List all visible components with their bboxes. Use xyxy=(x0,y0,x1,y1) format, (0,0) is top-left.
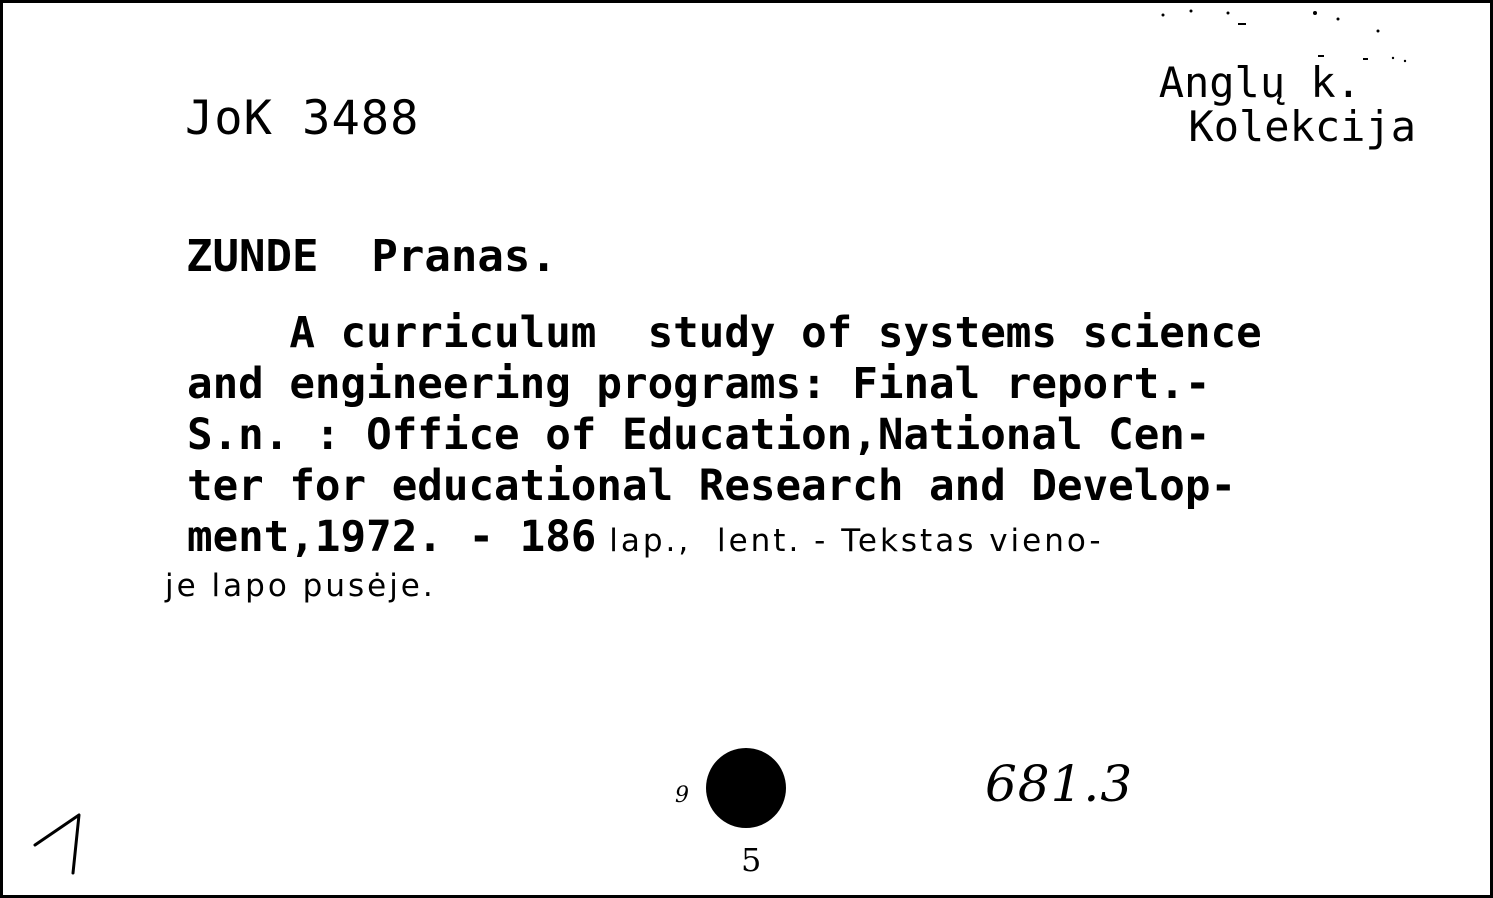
description-line: je lapo pusėje. xyxy=(165,568,436,604)
description-line xyxy=(187,512,1477,567)
handwritten-index xyxy=(33,803,113,883)
author-heading: ZUNDE Pranas. xyxy=(186,231,557,282)
bibliographic-description xyxy=(187,308,1477,567)
handwritten-note: 5 xyxy=(741,841,762,879)
description-line-part: ment,1972. - 186 xyxy=(187,513,597,562)
call-number: JoK 3488 xyxy=(185,91,420,146)
description-line: and engineering programs: Final report.- xyxy=(187,360,1211,409)
collection-name: Kolekcija xyxy=(1188,102,1416,151)
description-line: S.n. : Office of Education,National Cen- xyxy=(187,411,1211,460)
handwritten-classification: 681.3 xyxy=(985,755,1134,813)
handwritten-index-glyph xyxy=(33,803,113,883)
collection-label xyxy=(1158,58,1416,151)
description-line: ter for educational Research and Develop- xyxy=(187,462,1237,511)
description-line: A curriculum study of systems science xyxy=(187,309,1262,358)
collection-language: Anglų k. xyxy=(1158,58,1361,107)
handwritten-note: 9 xyxy=(675,783,689,808)
description-line-part: lap., lent. - Tekstas vieno- xyxy=(596,523,1104,559)
punch-hole xyxy=(706,748,786,828)
